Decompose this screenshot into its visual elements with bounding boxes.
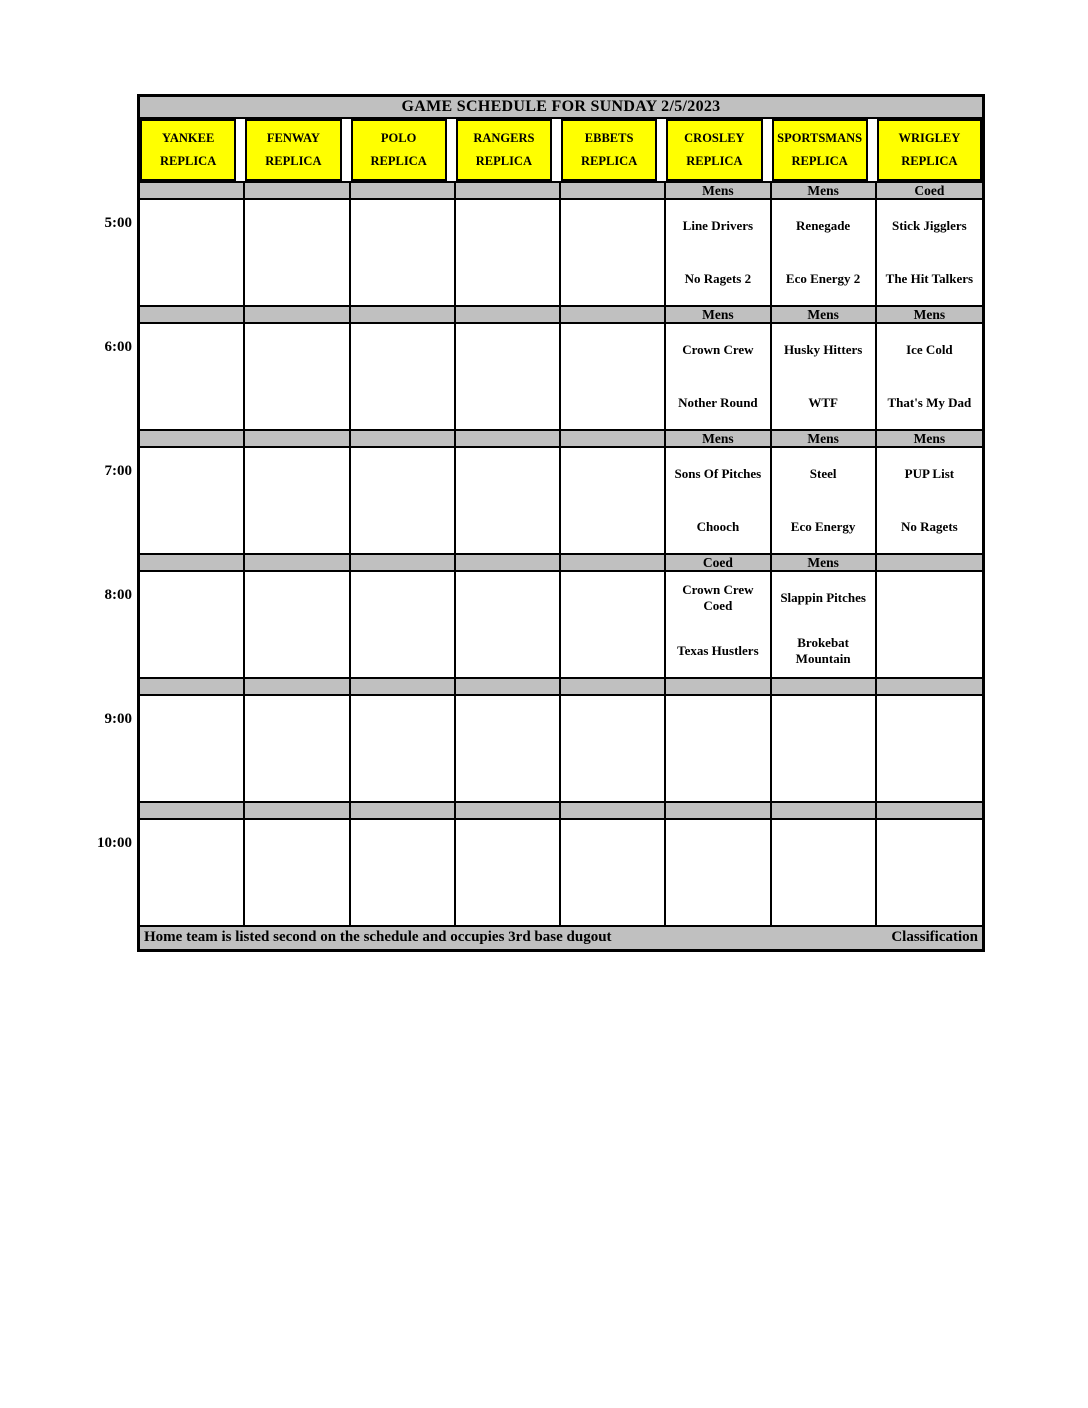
home-team: That's My Dad [887, 394, 972, 410]
game-cell-empty [456, 820, 561, 925]
away-team: PUP List [904, 466, 955, 482]
game-cell-wrigley [877, 696, 982, 801]
game-cell-crosley [666, 200, 771, 305]
game-cell-empty [561, 572, 666, 677]
classification-cell [561, 183, 666, 198]
game-cell-wrigley [877, 572, 982, 677]
game-cell-empty [140, 696, 245, 801]
field-header-fenway [245, 119, 341, 181]
field-header-wrigley [877, 119, 982, 181]
classification-cell [140, 307, 245, 322]
game-cell-empty [245, 324, 350, 429]
classification-cell-crosley [666, 803, 771, 818]
game-cell-empty [351, 448, 456, 553]
classification-cell-wrigley: Mens [913, 431, 946, 446]
game-cell-sportsmans [772, 448, 877, 553]
classification-cell-sportsmans [772, 803, 877, 818]
classification-cell-sportsmans: Mens [772, 431, 877, 446]
away-team: Sons Of Pitches [674, 466, 762, 482]
home-team: No Ragets [901, 518, 958, 534]
classification-cell [351, 183, 456, 198]
game-row-9 [140, 696, 982, 803]
game-cell-empty [351, 572, 456, 677]
game-cell-empty [245, 696, 350, 801]
classification-cell [245, 555, 350, 570]
schedule-title: GAME SCHEDULE FOR SUNDAY 2/5/2023 [140, 97, 982, 119]
classification-cell [351, 803, 456, 818]
game-cell-empty [245, 820, 350, 925]
classification-cell-crosley: Mens [666, 183, 771, 198]
field-type: REPLICA [159, 154, 217, 168]
away-team [772, 696, 875, 749]
classification-cell [245, 183, 350, 198]
game-cell-empty [456, 324, 561, 429]
classification-cell [140, 183, 245, 198]
game-cell-empty [351, 324, 456, 429]
game-cell-crosley [666, 448, 771, 553]
classification-cell [140, 555, 245, 570]
away-team: Husky Hitters [783, 342, 863, 358]
away-team [666, 820, 769, 873]
classification-cell [351, 431, 456, 446]
classification-cell-sportsmans [772, 679, 877, 694]
classification-cell [456, 431, 561, 446]
game-cell-crosley [666, 572, 771, 677]
game-row-10 [140, 820, 982, 927]
game-cell-empty [140, 200, 245, 305]
classification-cell [245, 307, 350, 322]
home-team [666, 873, 769, 926]
classification-cell-wrigley [877, 803, 982, 818]
classification-cell-sportsmans: Mens [772, 555, 877, 570]
field-type: REPLICA [901, 154, 958, 168]
game-cell-wrigley [877, 448, 982, 553]
field-header-polo [351, 119, 447, 181]
field-name: EBBETS [584, 131, 634, 145]
home-team [772, 873, 875, 926]
away-team: Slappin Pitches [780, 590, 866, 606]
field-header-row [140, 119, 982, 183]
classification-cell [245, 679, 350, 694]
away-team: Stick Jigglers [892, 218, 967, 234]
schedule-table [137, 94, 985, 952]
home-team: Chooch [696, 518, 740, 534]
game-cell-empty [140, 820, 245, 925]
away-team: Renegade [796, 218, 851, 234]
home-team [666, 749, 769, 802]
classification-cell [351, 307, 456, 322]
field-type: REPLICA [791, 154, 848, 168]
home-team: Brokebat Mountain [795, 634, 851, 666]
field-name: SPORTSMANS [777, 131, 863, 145]
classification-cell [245, 803, 350, 818]
game-cell-empty [140, 448, 245, 553]
game-cell-crosley [666, 324, 771, 429]
game-cell-empty [561, 448, 666, 553]
game-cell-empty [561, 696, 666, 801]
classification-row-10 [140, 803, 982, 820]
classification-cell-sportsmans: Mens [772, 183, 877, 198]
game-cell-empty [140, 572, 245, 677]
time-label-6: 6:00 [104, 339, 132, 355]
home-team: WTF [808, 394, 838, 410]
game-cell-empty [245, 200, 350, 305]
game-cell-empty [561, 820, 666, 925]
classification-cell [245, 431, 350, 446]
game-row-8 [140, 572, 982, 679]
classification-cell-crosley: Mens [666, 431, 771, 446]
home-team: Eco Energy 2 [785, 270, 861, 286]
classification-cell [351, 679, 456, 694]
game-cell-wrigley [877, 324, 982, 429]
field-name: POLO [380, 131, 417, 145]
game-row-6 [140, 324, 982, 431]
game-cell-sportsmans [772, 324, 877, 429]
field-name: CROSLEY [684, 131, 745, 145]
home-team: Texas Hustlers [677, 642, 759, 658]
home-team [772, 749, 875, 802]
classification-cell-wrigley: Coed [914, 183, 945, 198]
away-team: Ice Cold [906, 342, 953, 358]
away-team: Crown Crew [682, 342, 754, 358]
time-label-9: 9:00 [104, 711, 132, 727]
footer-note: Home team is listed second on the schedule and occupies 3rd base dugout [144, 929, 612, 945]
classification-cell [140, 803, 245, 818]
classification-cell [140, 679, 245, 694]
classification-cell [456, 307, 561, 322]
footer-row [140, 927, 982, 949]
away-team: Line Drivers [682, 218, 754, 234]
game-cell-empty [561, 200, 666, 305]
game-cell-empty [245, 572, 350, 677]
classification-cell [456, 679, 561, 694]
field-header-sportsmans [772, 119, 868, 181]
game-cell-sportsmans [772, 200, 877, 305]
time-label-10: 10:00 [97, 835, 132, 851]
classification-cell [351, 555, 456, 570]
field-type: REPLICA [475, 154, 532, 168]
game-cell-empty [351, 820, 456, 925]
game-row-5 [140, 200, 982, 307]
classification-cell-wrigley [877, 555, 982, 570]
field-name: WRIGLEY [898, 131, 961, 145]
game-cell-empty [140, 324, 245, 429]
field-header-yankee [140, 119, 236, 181]
field-type: REPLICA [265, 154, 322, 168]
game-cell-empty [456, 572, 561, 677]
field-type: REPLICA [370, 154, 427, 168]
home-team: The Hit Talkers [885, 270, 974, 286]
away-team [666, 696, 769, 749]
game-cell-sportsmans [772, 820, 877, 925]
classification-row-6 [140, 307, 982, 324]
game-cell-empty [351, 696, 456, 801]
field-header-rangers [456, 119, 552, 181]
home-team: Nother Round [678, 394, 758, 410]
classification-row-5 [140, 183, 982, 200]
field-header-crosley [666, 119, 762, 181]
classification-row-9 [140, 679, 982, 696]
game-cell-empty [351, 200, 456, 305]
classification-cell [140, 431, 245, 446]
field-type: REPLICA [580, 154, 638, 168]
game-cell-sportsmans [772, 572, 877, 677]
game-cell-empty [245, 448, 350, 553]
home-team [877, 749, 982, 802]
field-name: YANKEE [161, 131, 215, 145]
time-label-8: 8:00 [104, 587, 132, 603]
classification-cell-wrigley [877, 679, 982, 694]
game-cell-empty [561, 324, 666, 429]
classification-cell-crosley: Mens [666, 307, 771, 322]
field-name: FENWAY [266, 131, 320, 145]
classification-cell [561, 679, 666, 694]
game-cell-empty [456, 696, 561, 801]
game-cell-crosley [666, 696, 771, 801]
game-cell-sportsmans [772, 696, 877, 801]
home-team: No Ragets 2 [684, 270, 752, 286]
game-cell-empty [456, 448, 561, 553]
classification-cell [561, 803, 666, 818]
classification-cell [456, 183, 561, 198]
classification-cell-sportsmans: Mens [772, 307, 877, 322]
game-row-7 [140, 448, 982, 555]
classification-row-8 [140, 555, 982, 572]
classification-cell-crosley [666, 679, 771, 694]
classification-cell [456, 803, 561, 818]
field-name: RANGERS [473, 131, 535, 145]
classification-cell [456, 555, 561, 570]
classification-cell [561, 431, 666, 446]
away-team: Steel [809, 466, 837, 482]
classification-row-7 [140, 431, 982, 448]
away-team [877, 696, 982, 749]
classification-cell [561, 307, 666, 322]
away-team: Crown Crew Coed [682, 582, 754, 614]
classification-cell-crosley: Coed [666, 555, 771, 570]
classification-cell-wrigley: Mens [913, 307, 946, 322]
footer-classification-label: Classification [891, 929, 978, 945]
away-team [772, 820, 875, 873]
home-team: Eco Energy [790, 518, 856, 534]
game-cell-crosley [666, 820, 771, 925]
time-label-7: 7:00 [104, 463, 132, 479]
game-cell-wrigley [877, 820, 982, 925]
field-header-ebbets [561, 119, 657, 181]
home-team [877, 873, 982, 926]
classification-cell [561, 555, 666, 570]
game-cell-wrigley [877, 200, 982, 305]
game-cell-empty [456, 200, 561, 305]
time-label-5: 5:00 [104, 215, 132, 231]
home-team [877, 625, 982, 678]
away-team [877, 572, 982, 625]
away-team [877, 820, 982, 873]
field-type: REPLICA [686, 154, 743, 168]
